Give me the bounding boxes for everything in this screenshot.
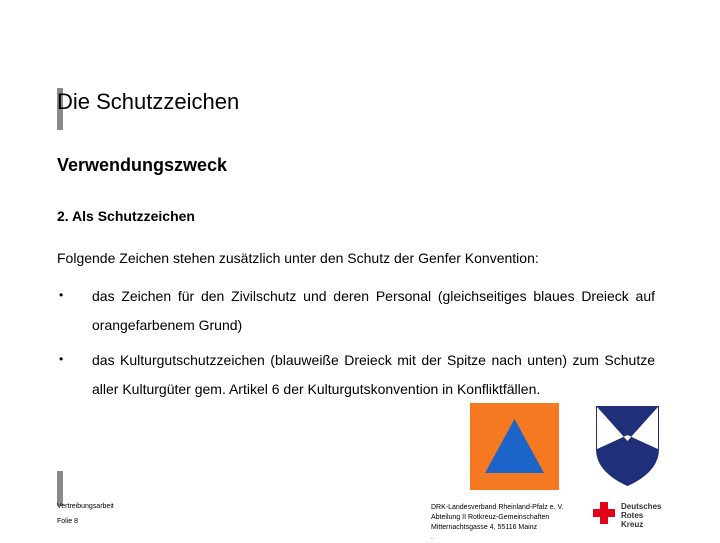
org-extra: .: [431, 534, 433, 541]
footer-topic: Vertreibungsarbeit: [57, 503, 114, 510]
red-cross-icon: [592, 501, 616, 525]
bullet-marker: •: [59, 352, 64, 366]
footer-slide-number: Folie 8: [57, 518, 79, 525]
footer-organization: [431, 503, 563, 543]
intro-text: Folgende Zeichen stehen zusätzlich unter den Schutz der Genfer Konvention:: [57, 250, 539, 266]
logo-line: Kreuz: [621, 520, 644, 529]
bullet-cultural-property: das Kulturgutschutzzeichen (blauweiße Dreieck mit der Spitze nach unten) zum Schutze aller Kulturgüter gem. Artikel 6 der Kulturgutskonvention in Konfliktfällen.: [92, 352, 655, 397]
logo-line: Deutsches: [621, 502, 662, 511]
footer-accent-bar: [57, 471, 63, 506]
org-address: Mitternachtsgasse 4, 55116 Mainz: [431, 524, 538, 531]
org-name: DRK-Landesverband Rheinland-Pfalz e. V.: [431, 504, 564, 511]
logo-line: Rotes: [621, 511, 644, 520]
section-heading: 2. Als Schutzzeichen: [57, 208, 195, 224]
subtitle: Verwendungszweck: [57, 155, 228, 175]
bullet-civil-defense: das Zeichen für den Zivilschutz und deren Personal (gleichseitiges blaues Dreieck auf orangefarbenem Grund): [92, 288, 655, 333]
cultural-property-shield-icon: [595, 405, 660, 487]
page-title: Die Schutzzeichen: [57, 89, 240, 114]
civil-defense-sign-icon: [470, 403, 559, 490]
org-department: Abteilung II Rotkreuz-Gemeinschaften: [431, 514, 550, 521]
drk-logo-text: [621, 502, 661, 529]
bullet-marker: •: [59, 288, 64, 302]
